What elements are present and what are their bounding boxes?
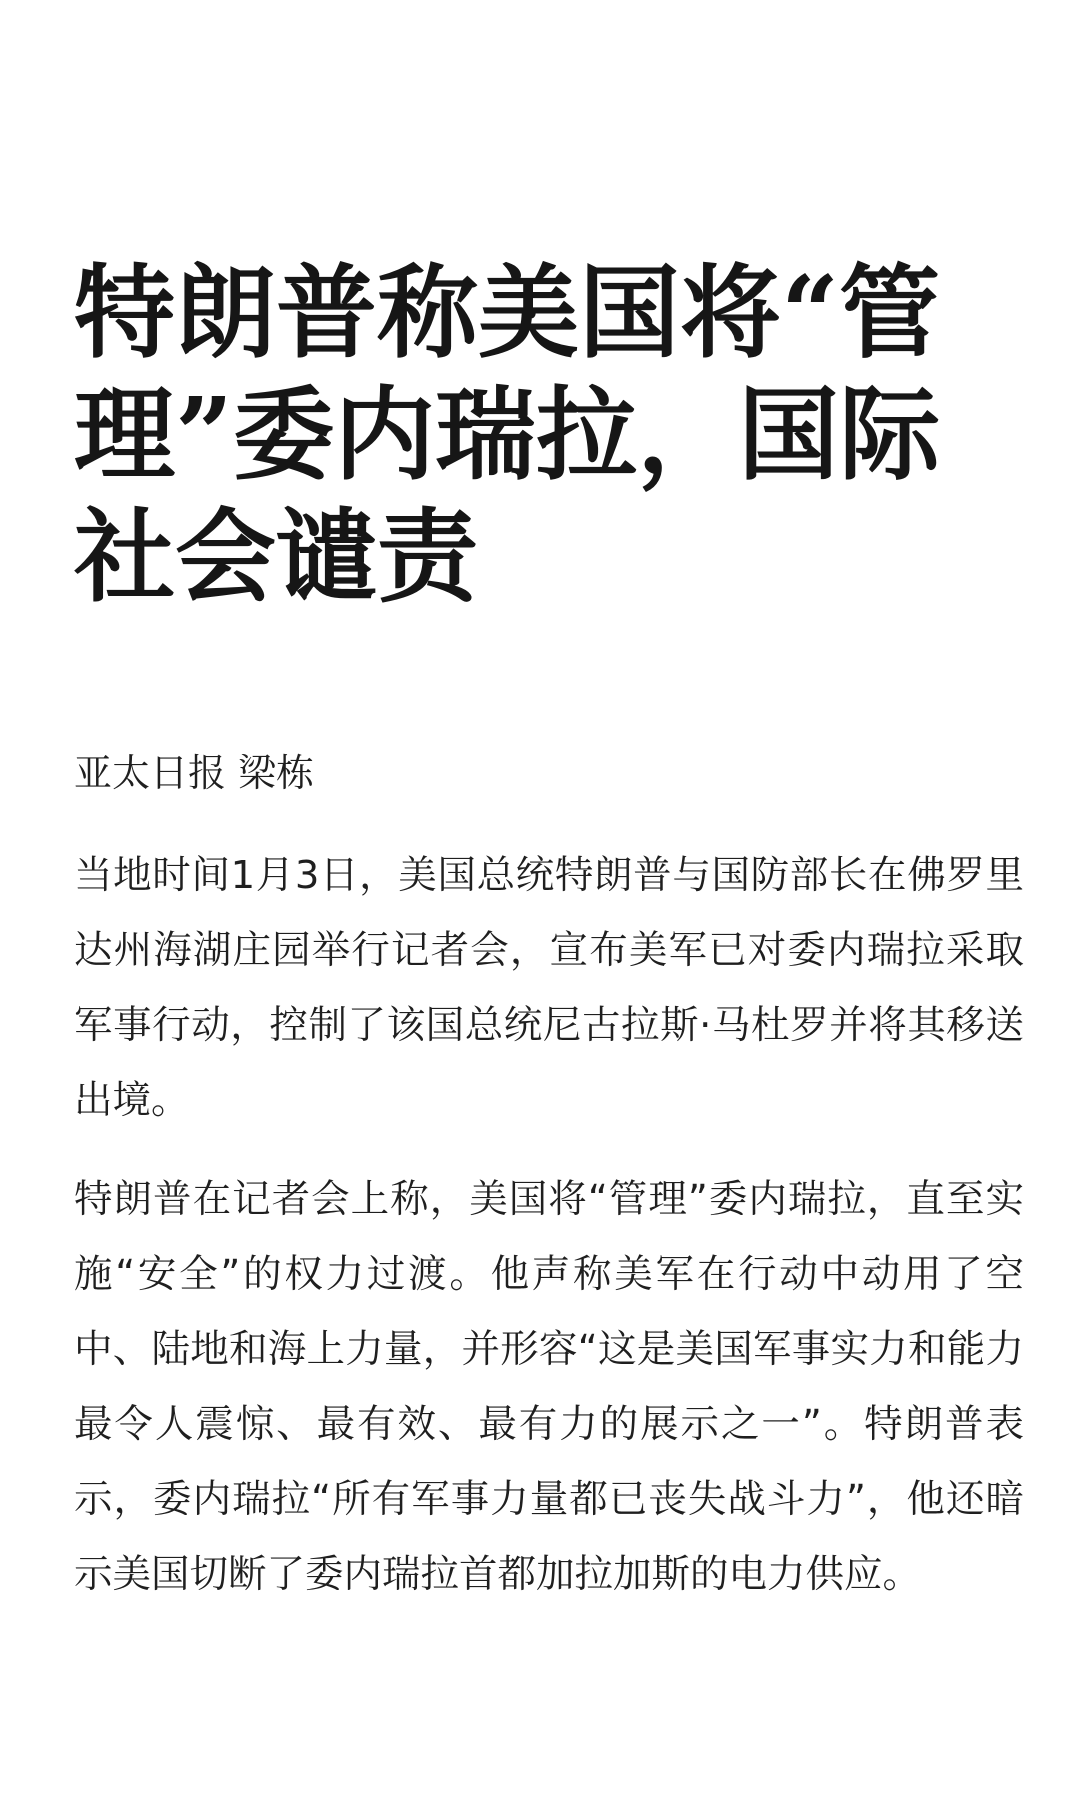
- article-byline: 亚太日报 梁栋: [74, 751, 315, 795]
- article-paragraph: 特朗普在记者会上称，美国将“管理”委内瑞拉，直至实施“安全”的权力过渡。他声称美军在行动中动用了空中、陆地和海上力量，并形容“这是美国军事实力和能力最令人震惊、最有效、最有力的展示之一”。特朗普表示，委内瑞拉“所有军事力量都已丧失战斗力”，他还暗示美国切断了委内瑞拉首都加拉加斯的电力供应。: [74, 1177, 1024, 1597]
- article-headline: 特朗普称美国将“管理”委内瑞拉，国际社会谴责: [74, 253, 941, 616]
- article-paragraph: 当地时间1月3日，美国总统特朗普与国防部长在佛罗里达州海湖庄园举行记者会，宣布美军已对委内瑞拉采取军事行动，控制了该国总统尼古拉斯·马杜罗并将其移送出境。: [74, 853, 1024, 1123]
